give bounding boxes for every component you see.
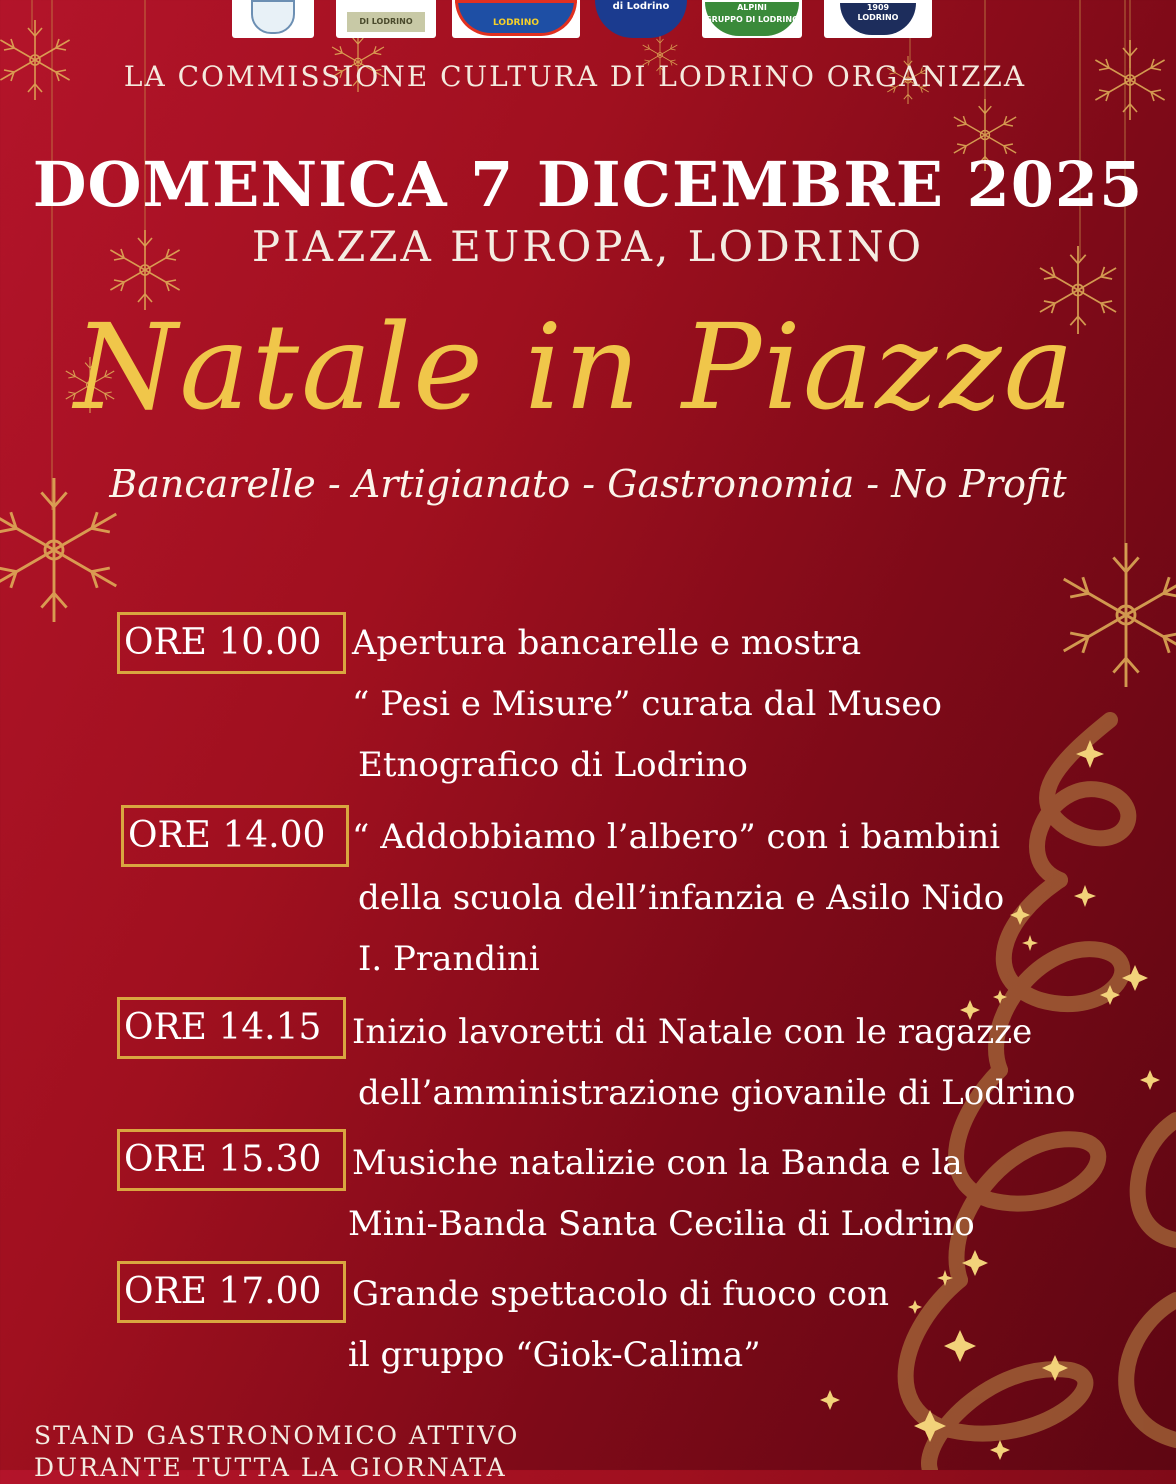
program-description: Apertura bancarelle e mostra “ Pesi e Misure” curata dal Museo Etnografico di Lodrino bbox=[352, 623, 942, 785]
program-description: “ Addobbiamo l’albero” con i bambini della scuola dell’infanzia e Asilo Nido I. Prandini bbox=[352, 817, 1005, 979]
organizer-line: LA COMMISSIONE CULTURA DI LODRINO ORGANIZZA bbox=[123, 60, 1027, 93]
blue-circle-logo: di Lodrino bbox=[594, 0, 688, 38]
event-date: DOMENICA 7 DICEMBRE 2025 bbox=[32, 148, 1144, 221]
program-description: Grande spettacolo di fuoco con il gruppo “Giok-Calima” bbox=[348, 1274, 889, 1375]
program-time: ORE 10.00 bbox=[117, 612, 346, 674]
banda-1909-logo: 1909 LODRINO bbox=[824, 0, 932, 38]
program-time: ORE 17.00 bbox=[117, 1261, 346, 1323]
program-description: Musiche natalizie con la Banda e la Mini-Banda Santa Cecilia di Lodrino bbox=[348, 1143, 975, 1244]
lodrino-club-logo: LODRINO bbox=[452, 0, 580, 38]
program-time: ORE 14.00 bbox=[121, 805, 349, 867]
event-title: Natale in Piazza bbox=[74, 298, 1076, 436]
program-time: ORE 15.30 bbox=[117, 1129, 346, 1191]
program-description: Inizio lavoretti di Natale con le ragazze dell’amministrazione giovanile di Lodrino bbox=[352, 1012, 1076, 1113]
event-subtitle: Bancarelle - Artigianato - Gastronomia - No Profit bbox=[109, 462, 1067, 506]
program-time: ORE 14.15 bbox=[117, 997, 346, 1059]
food-stand-note: STAND GASTRONOMICO ATTIVO DURANTE TUTTA LA GIORNATA bbox=[34, 1421, 520, 1482]
event-place: PIAZZA EUROPA, LODRINO bbox=[251, 222, 925, 271]
association-logo: DI LODRINO bbox=[336, 0, 436, 38]
comune-crest-logo bbox=[232, 0, 314, 38]
alpini-logo: ALPINI GRUPPO DI LODRINO bbox=[702, 0, 802, 38]
